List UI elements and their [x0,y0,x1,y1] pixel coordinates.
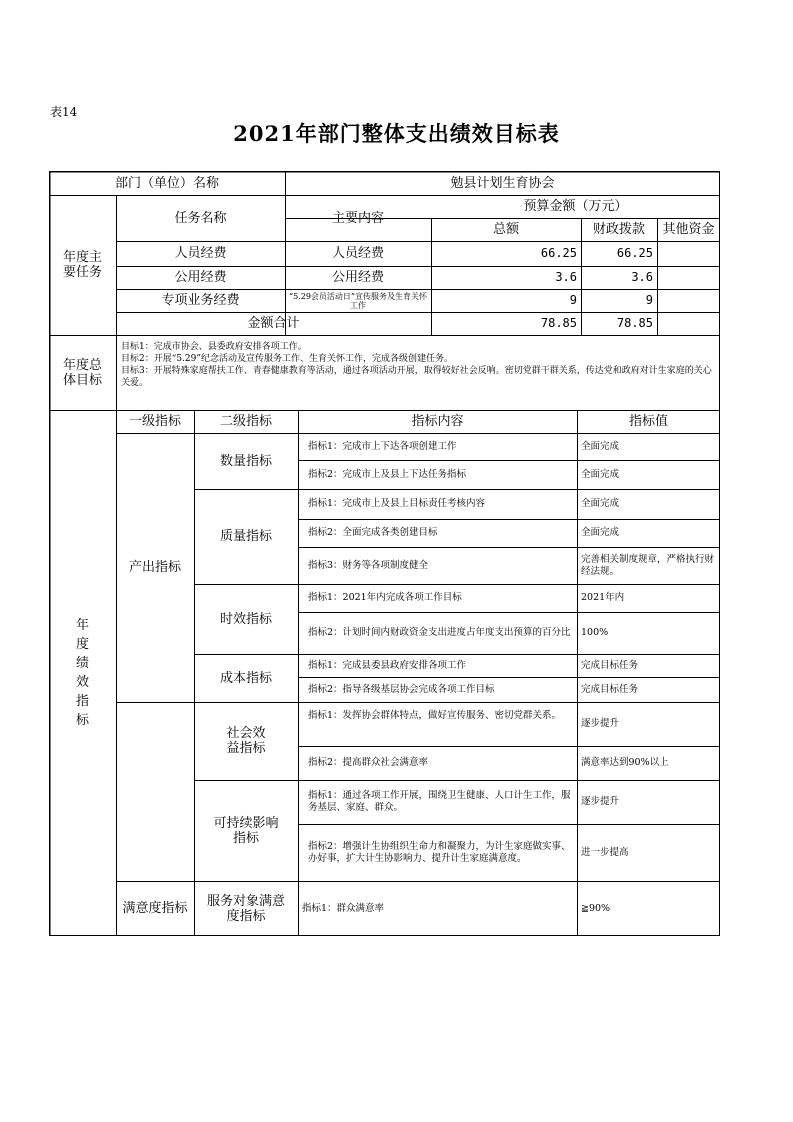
indicator-content: 指标1：完成县委县政府安排各项工作 [308,659,467,671]
dept-label: 部门（单位）名称 [114,175,219,191]
header-fiscal: 财政拨款 [592,222,645,237]
page-title: 2021年部门整体支出绩效目标表 [233,121,560,146]
indicator-content: 指标2：增强计生协组织生命力和凝聚力，为计生家庭做实事、办好事，扩大计生协影响力、提升计生家庭满意度。 [308,840,571,864]
goals-section-label: 年度总体目标 [63,357,103,388]
task-name: 专项业务经费 [161,293,240,308]
indicator-value: 满意率达到90%以上 [581,757,669,768]
task-fiscal: 3.6 [631,270,653,284]
header-main-content: 主要内容 [331,210,384,226]
indicator-value: 完成目标任务 [581,683,639,695]
indicator-value: 逐步提升 [581,796,620,807]
header-indicator-value: 指标值 [628,414,668,429]
indicator-value: 进一步提高 [581,846,629,858]
indicator-value: 2021年内 [581,592,625,603]
indicator-content: 指标1：群众满意率 [302,902,385,914]
goal-line: 目标3：开展特殊家庭帮扶工作、青春健康教育等活动，通过各项活动开展，取得较好社会反响。密切党群干群关系，传达党和政府对计生家庭的关心关爱。 [121,366,712,388]
sum-other [657,312,720,335]
task-total: 66.25 [540,246,577,260]
level2-cost: 成本指标 [219,670,272,686]
header-level2: 二级指标 [219,414,272,429]
indicator-content: 指标2：完成市上及县上下达任务指标 [308,468,467,480]
task-name: 人员经费 [174,246,227,261]
indicator-value: 完善相关制度规章，严格执行财经法规。 [581,553,715,577]
indicator-content: 指标1：完成市上及县上目标责任考核内容 [308,498,486,509]
goals-text [119,338,717,392]
indicator-value: 全面完成 [581,498,620,509]
task-total: 9 [569,293,577,307]
indicator-value: 全面完成 [581,527,620,538]
indicator-value: 100% [581,627,609,638]
indicator-value: 全面完成 [581,440,620,452]
task-content: 公用经费 [331,270,384,285]
indicator-content: 指标1：完成市上下达各项创建工作 [308,440,457,452]
indicators-section-label: 年度绩效指标 [75,618,89,728]
level2-timeliness: 时效指标 [219,611,272,627]
task-fiscal: 66.25 [616,246,653,260]
level2-social-benefit: 社会效益指标 [226,726,266,756]
level2-sustainable: 可持续影响指标 [213,815,279,846]
performance-table [49,171,720,936]
indicator-content: 指标2：计划时间内财政资金支出进度占年度支出预算的百分比 [308,627,571,638]
header-indicator-content: 指标内容 [411,414,464,429]
indicator-content: 指标3：财务等各项制度健全 [308,559,429,571]
indicator-content: 指标2：全面完成各类创建目标 [308,527,438,538]
sum-label: 金额合计 [247,316,300,331]
sum-total: 78.85 [540,316,577,330]
header-task-name: 任务名称 [174,210,227,226]
header-level1: 一级指标 [128,414,181,429]
tasks-section-label: 年度主要任务 [63,250,103,280]
task-total: 3.6 [555,270,577,284]
dept-value: 勉县计划生育协会 [450,175,555,191]
satisfaction-indicator-label: 满意度指标 [122,901,188,916]
task-other [657,241,720,266]
indicator-content: 指标1：通过各项工作开展，围绕卫生健康、人口计生工作，服务基层、家庭、群众。 [308,790,571,813]
goal-line: 目标2：开展“5.29”纪念活动及宣传服务工作、生育关怀工作，完成各级创建任务。 [121,354,453,364]
benefit-indicator-label [116,702,194,881]
level2-quality: 质量指标 [219,529,272,544]
task-other [657,266,720,289]
task-other [657,289,720,312]
level2-service-satisfaction: 服务对象满意度指标 [206,893,285,924]
indicator-content: 指标2：提高群众社会满意率 [308,757,429,768]
task-name: 公用经费 [174,270,227,285]
indicator-value: 逐步提升 [581,718,620,729]
task-content: 人员经费 [331,246,384,261]
indicator-content: 指标2：指导各级基层协会完成各项工作目标 [308,683,495,695]
indicator-value: 完成目标任务 [581,659,639,671]
task-content: “5.29会员活动日”宣传服务及生育关怀工作 [289,291,427,310]
task-fiscal: 9 [645,293,653,307]
indicator-content: 指标1：发挥协会群体特点，做好宣传服务、密切党群关系。 [308,710,562,721]
header-other: 其他资金 [662,222,715,237]
table-number: 表14 [50,105,78,119]
goal-line: 目标1：完成市协会、县委政府安排各项工作。 [121,342,307,352]
sum-fiscal: 78.85 [616,316,653,330]
indicator-value: 全面完成 [581,468,620,480]
indicator-value: ≧90% [581,902,611,914]
header-budget: 预算金额（万元） [523,199,628,214]
indicator-content: 指标1：2021年内完成各项工作目标 [308,592,462,603]
level2-quantity: 数量指标 [219,453,272,469]
header-total: 总额 [492,222,519,237]
output-indicator-label: 产出指标 [128,560,181,575]
